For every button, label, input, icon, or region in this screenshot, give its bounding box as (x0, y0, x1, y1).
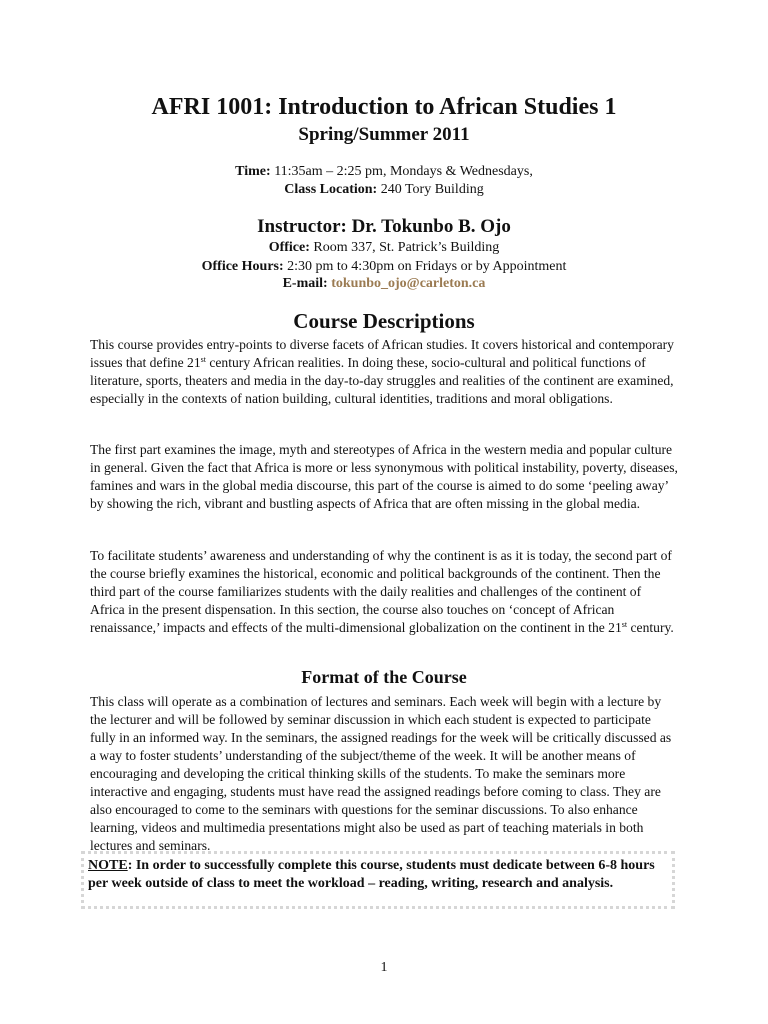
office-hours-label: Office Hours: (201, 259, 284, 274)
office-line (0, 239, 768, 256)
time-value: 11:35am – 2:25 pm, Mondays & Wednesdays, (270, 164, 533, 179)
format-heading: Format of the Course (301, 667, 467, 687)
location-label: Class Location: (284, 182, 378, 197)
email-label: E-mail: (282, 276, 328, 291)
course-term: Spring/Summer 2011 (298, 124, 470, 145)
workload-note (81, 851, 675, 909)
note-label: NOTE (88, 858, 128, 873)
course-descriptions-heading: Course Descriptions (293, 309, 475, 333)
office-value: Room 337, St. Patrick’s Building (309, 240, 500, 255)
location-value: 240 Tory Building (377, 182, 484, 197)
format-paragraph: This class will operate as a combination of lectures and seminars. Each week will begin with a lecture by the lecturer and will be followed by seminar discussion in which each student is expected to participate fully in an informed way. In the seminars, the assigned readings for the week will be critically discussed as a way to foster students’ understanding of the subject/theme of the week. It will be another means of encouraging and developing the critical thinking skills of the students. To make the seminars more interactive and engaging, students must have read the assigned readings before coming to class. They are also encouraged to come to the seminars with questions for the seminar discussions. To also enhance learning, videos and multimedia presentations might also be used as part of teaching materials in both lectures and seminars. (90, 694, 672, 853)
description-paragraph-1: This course provides entry-points to diverse facets of African studies. It covers historical and contemporary issues that define 21st century African realities. In doing these, socio-cultural and political functions of literature, sports, theaters and media in the day-to-day struggles and realities of the continent are examined, especially in the contexts of nation building, cultural identities, traditions and moral obligations. (90, 337, 674, 406)
location-line (0, 181, 768, 198)
time-label: Time: (235, 164, 271, 179)
instructor-heading: Instructor: Dr. Tokunbo B. Ojo (257, 216, 511, 237)
office-hours-line (0, 258, 768, 275)
email-link[interactable]: tokunbo_ojo@carleton.ca (331, 276, 486, 291)
course-title: AFRI 1001: Introduction to African Studies 1 (151, 94, 617, 120)
description-paragraph-3: To facilitate students’ awareness and understanding of why the continent is as it is today, the second part of the course briefly examines the historical, economic and political backgrounds of the continent. Then the third part of the course familiarizes students with the daily realities and challenges of the continent of Africa in the present dispensation. In this section, the course also touches on ‘concept of African renaissance,’ impacts and effects of the multi-dimensional globalization on the continent in the 21st century. (90, 548, 674, 635)
office-label: Office: (268, 240, 310, 255)
office-hours-value: 2:30 pm to 4:30pm on Fridays or by Appointment (283, 259, 567, 274)
note-text: : In order to successfully complete this course, students must dedicate between 6-8 hours per week outside of class to meet the workload – reading, writing, research and analysis. (88, 858, 655, 891)
time-line (0, 163, 768, 180)
email-line (0, 275, 768, 292)
page-number: 1 (380, 960, 388, 975)
description-paragraph-2: The first part examines the image, myth and stereotypes of Africa in the western media and popular culture in general. Given the fact that Africa is more or less synonymous with political instability, poverty, diseases, famines and wars in the global media discourse, this part of the course is aimed to do some ‘peeling away’ by showing the rich, vibrant and bustling aspects of Africa that are often missing in the global media. (90, 442, 678, 511)
